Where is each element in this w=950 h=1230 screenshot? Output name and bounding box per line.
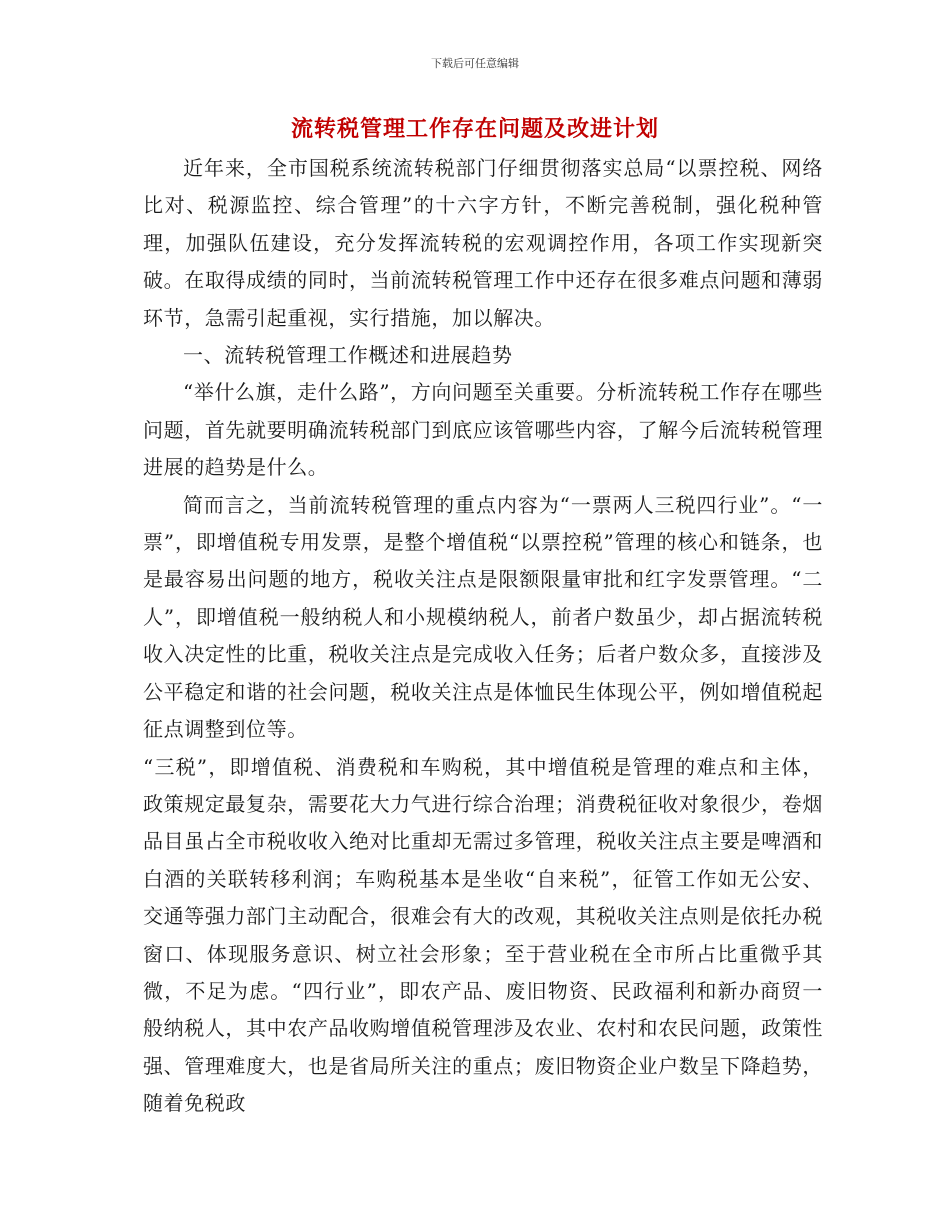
section-heading: 一、流转税管理工作概述和进展趋势 [183,343,513,368]
document-body [143,150,823,1123]
paragraph-intro: 近年来，全市国税系统流转税部门仔细贯彻落实总局“以票控税、网络比对、税源监控、综合管理”的十六字方针，不断完善税制，强化税种管理，加强队伍建设，充分发挥流转税的宏观调控作用，各项工作实现新突破。在取得成绩的同时，当前流转税管理工作中还存在很多难点问题和薄弱环节，急需引起重视，实行措施，加以解决。 [143,156,823,330]
header-note: 下载后可任意编辑 [431,57,519,70]
paragraph-three-taxes: “三税”，即增值税、消费税和车购税，其中增值税是管理的难点和主体，政策规定最复杂，需要花大力气进行综合治理；消费税征收对象很少，卷烟品目虽占全市税收收入绝对比重却无需过多管理，税收关注点主要是啤酒和白酒的关联转移利润；车购税基本是坐收“自来税”，征管工作如无公安、交通等强力部门主动配合，很难会有大的改观，其税收关注点则是依托办税窗口、体现服务意识、树立社会形象；至于营业税在全市所占比重微乎其微，不足为虑。“四行业”，即农产品、废旧物资、民政福利和新办商贸一般纳税人，其中农产品收购增值税管理涉及农业、农村和农民问题，政策性强、管理难度大，也是省局所关注的重点；废旧物资企业户数呈下降趋势，随着免税政 [143,754,823,1116]
paragraph-direction: “举什么旗，走什么路”，方向问题至关重要。分析流转税工作存在哪些问题，首先就要明确流转税部门到底应该管哪些内容，了解今后流转税管理进展的趋势是什么。 [143,380,823,480]
paragraph-key-content: 简而言之，当前流转税管理的重点内容为“一票两人三税四行业”。“一票”，即增值税专用发票，是整个增值税“以票控税”管理的核心和链条，也是最容易出问题的地方，税收关注点是限额限量审批和红字发票管理。“二人”，即增值税一般纳税人和小规模纳税人，前者户数虽少，却占据流转税收入决定性的比重，税收关注点是完成收入任务；后者户数众多，直接涉及公平稳定和谐的社会问题，税收关注点是体恤民生体现公平，例如增值税起征点调整到位等。 [143,492,823,742]
document-title: 流转税管理工作存在问题及改进计划 [290,116,659,142]
